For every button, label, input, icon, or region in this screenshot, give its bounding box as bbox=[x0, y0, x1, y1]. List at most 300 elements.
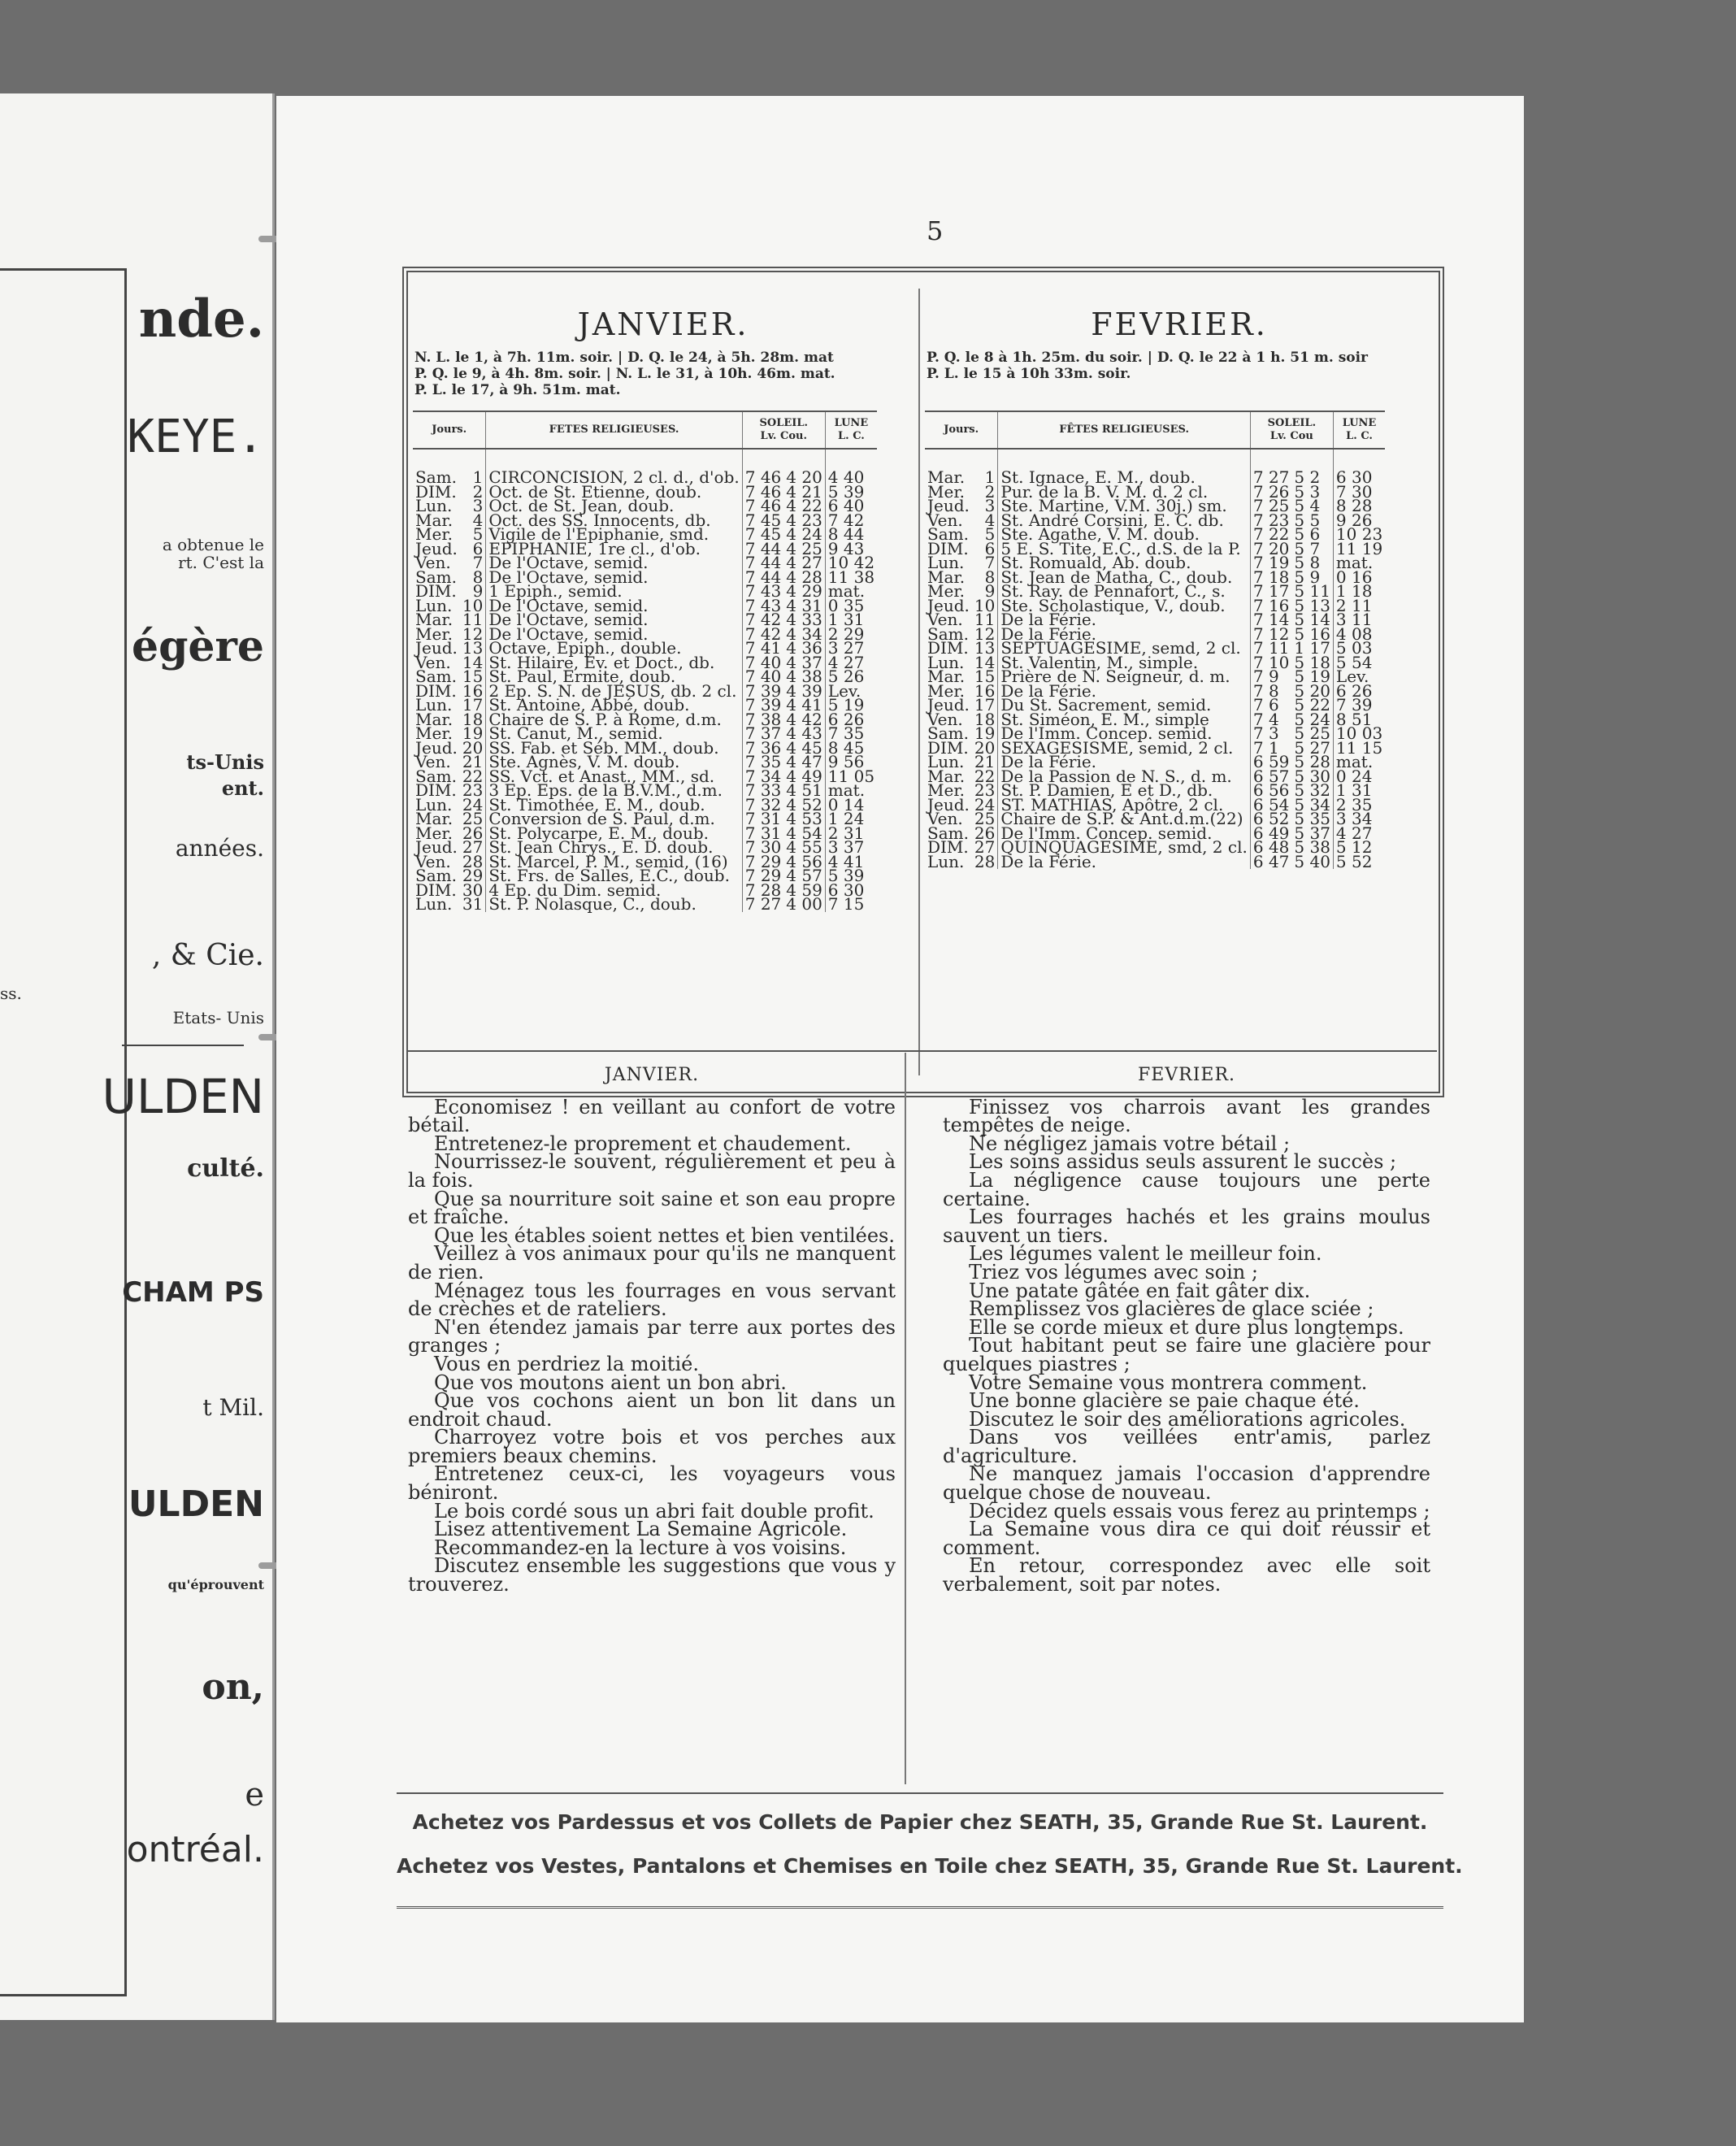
sunrise: 7 39 bbox=[742, 698, 783, 713]
moon-time: 11 19 bbox=[1333, 542, 1385, 557]
day-name: DIM. bbox=[415, 581, 457, 601]
day-name: Sam. bbox=[927, 723, 969, 743]
day-number: 23 bbox=[974, 780, 996, 800]
sunrise: 7 41 bbox=[742, 641, 783, 656]
sunset: 4 29 bbox=[786, 581, 822, 601]
moon-time: 7 30 bbox=[1333, 485, 1385, 500]
sunrise: 7 45 bbox=[742, 514, 783, 528]
day-number: 5 bbox=[984, 524, 996, 544]
sunset: 4 42 bbox=[786, 709, 822, 729]
advice-line: Les soins assidus seuls assurent le succès ; bbox=[969, 1150, 1397, 1174]
sunset: 4 51 bbox=[786, 780, 822, 800]
sunrise: 7 46 bbox=[742, 499, 783, 514]
day-number: 18 bbox=[974, 709, 996, 729]
feast-name: St. Marcel, P. M., semid, (16) bbox=[486, 855, 742, 870]
day-number: 15 bbox=[974, 667, 996, 686]
moon-time: 11 38 bbox=[825, 571, 877, 585]
feast-name: Oct. des SS. Innocents, db. bbox=[486, 514, 742, 528]
sunrise: 7 26 bbox=[1250, 485, 1291, 500]
moon-time: 4 27 bbox=[825, 656, 877, 671]
sunset: 5 20 bbox=[1294, 680, 1330, 701]
advice-line: Discutez le soir des améliorations agricoles. bbox=[969, 1407, 1406, 1431]
feast-name: St. Valentin, M., simple. bbox=[998, 656, 1251, 671]
sunset: 5 3 bbox=[1294, 481, 1321, 502]
sunrise: 7 31 bbox=[742, 812, 783, 827]
sunrise: 6 52 bbox=[1250, 812, 1291, 827]
sunrise: 7 40 bbox=[742, 656, 783, 671]
moon-time: 3 37 bbox=[825, 841, 877, 855]
day-name: Jeud. bbox=[927, 794, 970, 815]
sunrise: 7 11 bbox=[1250, 641, 1291, 656]
moon-time: 4 08 bbox=[1333, 628, 1385, 642]
day-number: 19 bbox=[974, 723, 996, 743]
left-fragment: Etats- Unis bbox=[172, 1008, 264, 1027]
left-fragment: , & Cie. bbox=[151, 939, 264, 972]
day-name: Mer. bbox=[927, 581, 966, 601]
sunrise: 7 42 bbox=[742, 628, 783, 642]
advice-title: JANVIER. bbox=[604, 1065, 700, 1085]
left-fragment: t Mil. bbox=[202, 1394, 264, 1421]
feast-name: St. Canut, M., semid. bbox=[486, 727, 742, 741]
day-number: 2 bbox=[472, 481, 484, 502]
sunset: 4 39 bbox=[786, 680, 822, 701]
sunset: 5 22 bbox=[1294, 695, 1330, 715]
day-number: 20 bbox=[462, 737, 484, 758]
moon-time: mat. bbox=[825, 584, 877, 599]
calendar-table bbox=[413, 411, 877, 912]
advice-line: Charroyez votre bois et vos perches aux premiers beaux chemins. bbox=[408, 1426, 896, 1467]
moon-time: 3 34 bbox=[1333, 812, 1385, 827]
advice-line: N'en étendez jamais par terre aux portes des granges ; bbox=[408, 1315, 896, 1358]
sunrise: 7 14 bbox=[1250, 613, 1291, 628]
advice-line: Vous en perdriez la moitié. bbox=[434, 1352, 699, 1375]
advice-line: En retour, correspondez avec elle soit verbalement, soit par notes. bbox=[943, 1554, 1430, 1596]
day-name: Sam. bbox=[927, 524, 969, 544]
day-number: 24 bbox=[974, 794, 996, 815]
day-name: Mar. bbox=[415, 809, 454, 828]
advertisement-box bbox=[397, 1792, 1463, 1909]
day-name: Ven. bbox=[927, 809, 963, 828]
moon-time: 8 45 bbox=[825, 741, 877, 756]
sunrise: 7 33 bbox=[742, 784, 783, 798]
day-number: 10 bbox=[974, 595, 996, 615]
day-number: 4 bbox=[472, 510, 484, 530]
february-advice bbox=[943, 1066, 1430, 1594]
month-title: JANVIER. bbox=[577, 306, 749, 342]
sunset: 5 9 bbox=[1294, 567, 1321, 587]
day-number: 23 bbox=[462, 780, 484, 800]
day-name: Mar. bbox=[415, 510, 454, 530]
advice-line: Que vos cochons aient un bon lit dans un endroit chaud. bbox=[408, 1389, 896, 1431]
feast-name: Chaire de S.P. & Ant.d.m.(22) bbox=[998, 812, 1251, 827]
day-number: 14 bbox=[974, 652, 996, 672]
calendar-row bbox=[925, 855, 1385, 870]
moon-phase: P. L. le 17, à 9h. 51m. mat. bbox=[414, 382, 621, 398]
moon-time: 8 51 bbox=[1333, 713, 1385, 728]
feast-name: De l'Octave, semid. bbox=[486, 599, 742, 614]
feast-name: ST. MATHIAS, Apôtre, 2 cl. bbox=[998, 798, 1251, 813]
sunrise: 7 3 bbox=[1250, 727, 1291, 741]
feast-name: EPIPHANIE, 1re cl., d'ob. bbox=[486, 542, 742, 557]
day-number: 27 bbox=[974, 837, 996, 857]
advice-line: Entretenez ceux-ci, les voyageurs vous béniront. bbox=[408, 1462, 896, 1505]
feast-name: De la Férie. bbox=[998, 613, 1251, 628]
sunset: 4 53 bbox=[786, 809, 822, 828]
sunrise: 7 19 bbox=[1250, 556, 1291, 571]
sunset: 5 38 bbox=[1294, 837, 1330, 857]
sunset: 4 38 bbox=[786, 667, 822, 686]
month-title: FEVRIER. bbox=[1091, 306, 1268, 342]
feast-name: Ste. Scholastique, V., doub. bbox=[998, 599, 1251, 614]
header-feasts: FETES RELIGIEUSES. bbox=[486, 411, 742, 449]
moon-phase: D. Q. le 24, à 5h. 28m. mat bbox=[627, 350, 834, 366]
day-name: Mar. bbox=[927, 667, 966, 686]
feast-name: De la Férie. bbox=[998, 684, 1251, 699]
day-name: Mer. bbox=[927, 780, 966, 800]
day-name: Jeud. bbox=[927, 595, 970, 615]
sunrise: 7 38 bbox=[742, 713, 783, 728]
feast-name: De l'Octave, semid. bbox=[486, 628, 742, 642]
moon-time: 11 15 bbox=[1333, 741, 1385, 756]
day-name: Mar. bbox=[927, 467, 966, 487]
feast-name: Octave, Epiph., double. bbox=[486, 641, 742, 656]
advice-line: Veillez à vos animaux pour qu'ils ne manquent de rien. bbox=[408, 1242, 896, 1284]
page-number: 5 bbox=[927, 215, 944, 246]
sunrise: 7 25 bbox=[1250, 499, 1291, 514]
moon-time: 2 35 bbox=[1333, 798, 1385, 813]
day-number: 7 bbox=[984, 553, 996, 572]
sunrise: 7 8 bbox=[1250, 684, 1291, 699]
day-number: 2 bbox=[984, 481, 996, 502]
day-name: Lun. bbox=[415, 794, 453, 815]
sunset: 5 7 bbox=[1294, 538, 1321, 558]
sunset: 4 21 bbox=[786, 481, 822, 502]
feast-name: St. André Corsini, E. C. db. bbox=[998, 514, 1251, 528]
left-fragment: ss. bbox=[0, 984, 22, 1003]
calendar-row bbox=[925, 449, 1385, 485]
moon-time: Lev. bbox=[825, 684, 877, 699]
moon-time: 4 41 bbox=[825, 855, 877, 870]
sunrise: 7 10 bbox=[1250, 656, 1291, 671]
day-name: Lun. bbox=[415, 496, 453, 515]
day-number: 1 bbox=[984, 467, 996, 487]
advice-line: Décidez quels essais vous ferez au printemps ; bbox=[969, 1499, 1430, 1523]
day-name: Sam. bbox=[927, 623, 969, 644]
sunset: 4 37 bbox=[786, 652, 822, 672]
sunrise: 6 57 bbox=[1250, 770, 1291, 784]
advice-line: Une bonne glacière se paie chaque été. bbox=[969, 1389, 1360, 1413]
feast-name: Conversion de S. Paul, d.m. bbox=[486, 812, 742, 827]
left-fragment: années. bbox=[175, 835, 264, 862]
day-number: 19 bbox=[462, 723, 484, 743]
moon-time: 0 35 bbox=[825, 599, 877, 614]
advice-line: Le bois cordé sous un abri fait double profit. bbox=[434, 1499, 875, 1523]
sunset: 4 22 bbox=[786, 496, 822, 515]
day-name: DIM. bbox=[415, 680, 457, 701]
left-fragment: rt. C'est la bbox=[178, 553, 264, 572]
left-fragment: on, bbox=[202, 1666, 264, 1708]
moon-time: 2 29 bbox=[825, 628, 877, 642]
calendar-frame bbox=[406, 271, 1440, 1093]
moon-time: 4 27 bbox=[1333, 827, 1385, 841]
header-moon: LUNE L. C. bbox=[1333, 411, 1385, 449]
day-number: 21 bbox=[462, 752, 484, 771]
day-number: 8 bbox=[984, 567, 996, 587]
sunrise: 6 49 bbox=[1250, 827, 1291, 841]
sunrise: 6 56 bbox=[1250, 784, 1291, 798]
moon-time: 1 18 bbox=[1333, 584, 1385, 599]
day-name: DIM. bbox=[415, 481, 457, 502]
calendar-row bbox=[413, 449, 877, 485]
day-name: Mer. bbox=[927, 680, 966, 701]
left-fragment: égère bbox=[131, 622, 264, 671]
sunset: 4 57 bbox=[786, 866, 822, 885]
advice-line: Remplissez vos glacières de glace sciée ; bbox=[969, 1297, 1374, 1321]
left-fragment: ULDEN bbox=[102, 1069, 264, 1124]
feast-name: De la Férie. bbox=[998, 628, 1251, 642]
sunset: 5 35 bbox=[1294, 809, 1330, 828]
moon-time: 8 44 bbox=[825, 528, 877, 542]
day-name: DIM. bbox=[415, 780, 457, 800]
feast-name: Ste. Agathe, V. M. doub. bbox=[998, 528, 1251, 542]
sunset: 5 18 bbox=[1294, 652, 1330, 672]
sunrise: 7 28 bbox=[742, 884, 783, 898]
day-number: 7 bbox=[472, 553, 484, 572]
moon-time: 10 03 bbox=[1333, 727, 1385, 741]
day-number: 22 bbox=[974, 766, 996, 786]
feast-name: De la Férie. bbox=[998, 855, 1251, 870]
sunrise: 7 1 bbox=[1250, 741, 1291, 756]
feast-name: 2 Ep. S. N. de JESUS, db. 2 cl. bbox=[486, 684, 742, 699]
moon-time: mat. bbox=[825, 784, 877, 798]
feast-name: 5 E. S. Tite, E.C., d.S. de la P. bbox=[998, 542, 1251, 557]
left-page-frame bbox=[0, 268, 127, 1996]
day-number: 12 bbox=[974, 623, 996, 644]
sunrise: 7 40 bbox=[742, 670, 783, 684]
advice-line: Triez vos légumes avec soin ; bbox=[969, 1260, 1258, 1284]
sunset: 5 34 bbox=[1294, 794, 1330, 815]
feast-name: St. Polycarpe, E. M., doub. bbox=[486, 827, 742, 841]
advice-title: FEVRIER. bbox=[1137, 1065, 1236, 1085]
left-fragment: CHAM PS bbox=[122, 1276, 264, 1309]
day-number: 6 bbox=[472, 538, 484, 558]
moon-time: 8 28 bbox=[1333, 499, 1385, 514]
moon-phase: P. L. le 15 à 10h 33m. soir. bbox=[927, 366, 1131, 382]
day-number: 26 bbox=[462, 823, 484, 843]
day-name: Mer. bbox=[415, 524, 454, 544]
moon-time: 2 31 bbox=[825, 827, 877, 841]
advice-line: Economisez ! en veillant au confort de votre bétail. bbox=[408, 1095, 896, 1137]
sunset: 4 36 bbox=[786, 638, 822, 658]
moon-time: 0 24 bbox=[1333, 770, 1385, 784]
moon-time: 2 11 bbox=[1333, 599, 1385, 614]
feast-name: De l'Octave, semid. bbox=[486, 556, 742, 571]
moon-time: 5 52 bbox=[1333, 855, 1385, 870]
day-name: Mer. bbox=[927, 481, 966, 502]
day-name: DIM. bbox=[927, 837, 969, 857]
advice-line: Finissez vos charrois avant les grandes tempêtes de neige. bbox=[943, 1095, 1430, 1137]
left-fragment: qu'éprouvent bbox=[167, 1577, 264, 1592]
day-number: 5 bbox=[472, 524, 484, 544]
feast-name: Oct. de St. Jean, doub. bbox=[486, 499, 742, 514]
advice-line: Que sa nourriture soit saine et son eau propre et fraîche. bbox=[408, 1187, 896, 1229]
feast-name: De l'Imm. Concep. semid. bbox=[998, 827, 1251, 841]
feast-name: Pur. de la B. V. M. d. 2 cl. bbox=[998, 485, 1251, 500]
january-advice bbox=[408, 1066, 896, 1594]
feast-name: Ste. Martine, V.M. 30j.) sm. bbox=[998, 499, 1251, 514]
moon-time: mat. bbox=[1333, 556, 1385, 571]
day-name: Mer. bbox=[415, 623, 454, 644]
sunset: 5 24 bbox=[1294, 709, 1330, 729]
sunrise: 7 46 bbox=[742, 485, 783, 500]
day-name: DIM. bbox=[927, 638, 969, 658]
sunrise: 7 45 bbox=[742, 528, 783, 542]
moon-time: 6 30 bbox=[825, 884, 877, 898]
moon-time: 5 39 bbox=[825, 485, 877, 500]
moon-time: 6 30 bbox=[1333, 449, 1385, 485]
feast-name: St. Ignace, E. M., doub. bbox=[998, 449, 1251, 485]
sunrise: 7 36 bbox=[742, 741, 783, 756]
feast-name: De l'Octave, semid. bbox=[486, 613, 742, 628]
feast-name: St. Timothée, E. M., doub. bbox=[486, 798, 742, 813]
day-name: Jeud. bbox=[415, 837, 458, 857]
feast-name: Ste. Agnès, V. M. doub. bbox=[486, 755, 742, 770]
feast-name: Prière de N. Seigneur, d. m. bbox=[998, 670, 1251, 684]
day-name: Ven. bbox=[415, 851, 451, 871]
day-number: 22 bbox=[462, 766, 484, 786]
moon-time: 1 31 bbox=[1333, 784, 1385, 798]
advice-line: Dans vos veillées entr'amis, parlez d'agriculture. bbox=[943, 1426, 1430, 1467]
sunset: 4 20 bbox=[786, 467, 822, 487]
feast-name: St. Siméon, E. M., simple bbox=[998, 713, 1251, 728]
day-name: Jeud. bbox=[415, 538, 458, 558]
left-fragment: ontréal. bbox=[126, 1829, 264, 1870]
advice-line: Que vos moutons aient un bon abri. bbox=[434, 1371, 787, 1394]
moon-time: 10 23 bbox=[1333, 528, 1385, 542]
sunset: 5 8 bbox=[1294, 553, 1321, 572]
day-name: Lun. bbox=[415, 894, 453, 914]
left-fragment: culté. bbox=[187, 1154, 264, 1183]
sunset: 4 47 bbox=[786, 752, 822, 771]
february-calendar bbox=[920, 272, 1439, 1092]
moon-phase: N. L. le 31, à 10h. 46m. mat. bbox=[615, 366, 835, 382]
day-number: 26 bbox=[974, 823, 996, 843]
sunrise: 7 9 bbox=[1250, 670, 1291, 684]
moon-phase: P. Q. le 8 à 1h. 25m. du soir. bbox=[927, 350, 1143, 366]
feast-name: De la Férie. bbox=[998, 755, 1251, 770]
feast-name: 1 Epiph., semid. bbox=[486, 584, 742, 599]
feast-name: SS. Vct. et Anast., MM., sd. bbox=[486, 770, 742, 784]
feast-name: SEXAGESISME, semid, 2 cl. bbox=[998, 741, 1251, 756]
day-number: 16 bbox=[462, 680, 484, 701]
feast-name: De l'Octave, semid. bbox=[486, 571, 742, 585]
day-name: Jeud. bbox=[415, 737, 458, 758]
sunrise: 7 23 bbox=[1250, 514, 1291, 528]
day-name: Lun. bbox=[927, 652, 965, 672]
sunset: 5 16 bbox=[1294, 623, 1330, 644]
day-name: Lun. bbox=[415, 695, 453, 715]
day-name: DIM. bbox=[415, 880, 457, 900]
sunset: 4 56 bbox=[786, 851, 822, 871]
feast-name: Vigile de l'Epiphanie, smd. bbox=[486, 528, 742, 542]
left-fragment: KEYE. bbox=[127, 411, 264, 463]
advice-line: Que les étables soient nettes et bien ventilées. bbox=[434, 1223, 895, 1247]
sunset: 5 6 bbox=[1294, 524, 1321, 544]
advice-line: Les fourrages hachés et les grains moulus sauvent un tiers. bbox=[943, 1205, 1430, 1247]
sunrise: 7 31 bbox=[742, 827, 783, 841]
header-days: Jours. bbox=[925, 411, 998, 449]
day-name: Lun. bbox=[927, 752, 965, 771]
day-number: 3 bbox=[472, 496, 484, 515]
sunset: 5 14 bbox=[1294, 610, 1330, 629]
day-number: 25 bbox=[974, 809, 996, 828]
day-name: Ven. bbox=[415, 752, 451, 771]
feast-name: St. P. Damien, E et D., db. bbox=[998, 784, 1251, 798]
feast-name: CIRCONCISION, 2 cl. d., d'ob. bbox=[486, 449, 742, 485]
sunset: 5 25 bbox=[1294, 723, 1330, 743]
sunset: 4 28 bbox=[786, 567, 822, 587]
moon-phases: N. L. le 1, à 7h. 11m. soir. | D. Q. le 24, à 5h. 28m. mat P. Q. le 9, à 4h. 8m. soir. | N. L. le 31, à 10h. 46m. mat. P. L. le 17, à 9h. 51m. mat. bbox=[414, 350, 835, 398]
feast-name: St. Paul, Ermite, doub. bbox=[486, 670, 742, 684]
sunrise: 7 44 bbox=[742, 556, 783, 571]
day-name: Ven. bbox=[927, 610, 963, 629]
sunrise: 7 34 bbox=[742, 770, 783, 784]
sunset: 4 34 bbox=[786, 623, 822, 644]
sunrise: 6 54 bbox=[1250, 798, 1291, 813]
feast-name: St. Hilaire, Év. et Doct., db. bbox=[486, 656, 742, 671]
sunset: 4 27 bbox=[786, 553, 822, 572]
sunset: 1 17 bbox=[1294, 638, 1330, 658]
left-fragment: ent. bbox=[221, 776, 264, 800]
day-name: Lun. bbox=[927, 553, 965, 572]
moon-time: 5 19 bbox=[825, 698, 877, 713]
sunrise: 7 17 bbox=[1250, 584, 1291, 599]
day-number: 28 bbox=[462, 851, 484, 871]
header-sun: SOLEIL. Lv. Cou bbox=[1250, 411, 1333, 449]
day-name: Mar. bbox=[927, 766, 966, 786]
moon-time: 1 24 bbox=[825, 812, 877, 827]
sunrise: 7 4 bbox=[1250, 713, 1291, 728]
moon-time: 5 03 bbox=[1333, 641, 1385, 656]
day-number: 31 bbox=[462, 894, 484, 914]
advertisement-line: Achetez vos Vestes, Pantalons et Chemises en Toile chez SEATH, 35, Grande Rue St. Laurent. bbox=[397, 1854, 1463, 1878]
moon-time: 0 14 bbox=[825, 798, 877, 813]
day-name: Jeud. bbox=[927, 695, 970, 715]
day-name: Mar. bbox=[415, 709, 454, 729]
left-fragment: ULDEN bbox=[128, 1484, 264, 1525]
moon-time: 11 05 bbox=[825, 770, 877, 784]
feast-name: St. Jean Chrys., E. D. doub. bbox=[486, 841, 742, 855]
moon-time: mat. bbox=[1333, 755, 1385, 770]
advice-line: Nourrissez-le souvent, régulièrement et peu à la fois. bbox=[408, 1150, 896, 1192]
advice-line: Discutez ensemble les suggestions que vous y trouverez. bbox=[408, 1554, 896, 1596]
feast-name: Chaire de S. P. à Rome, d.m. bbox=[486, 713, 742, 728]
sunrise: 7 43 bbox=[742, 584, 783, 599]
sunset: 5 11 bbox=[1294, 581, 1330, 601]
feast-name: Oct. de St. Etienne, doub. bbox=[486, 485, 742, 500]
left-fragment: e bbox=[245, 1776, 264, 1814]
day-name: Jeud. bbox=[415, 638, 458, 658]
header-days: Jours. bbox=[413, 411, 486, 449]
day-name: Lun. bbox=[927, 851, 965, 871]
sunset: 4 00 bbox=[786, 894, 822, 914]
feast-name: St. Frs. de Salles, E.C., doub. bbox=[486, 869, 742, 884]
moon-phase: P. Q. le 9, à 4h. 8m. soir. bbox=[414, 366, 601, 382]
sunset: 5 37 bbox=[1294, 823, 1330, 843]
day-number: 8 bbox=[472, 567, 484, 587]
moon-time: 9 43 bbox=[825, 542, 877, 557]
moon-time: 7 35 bbox=[825, 727, 877, 741]
